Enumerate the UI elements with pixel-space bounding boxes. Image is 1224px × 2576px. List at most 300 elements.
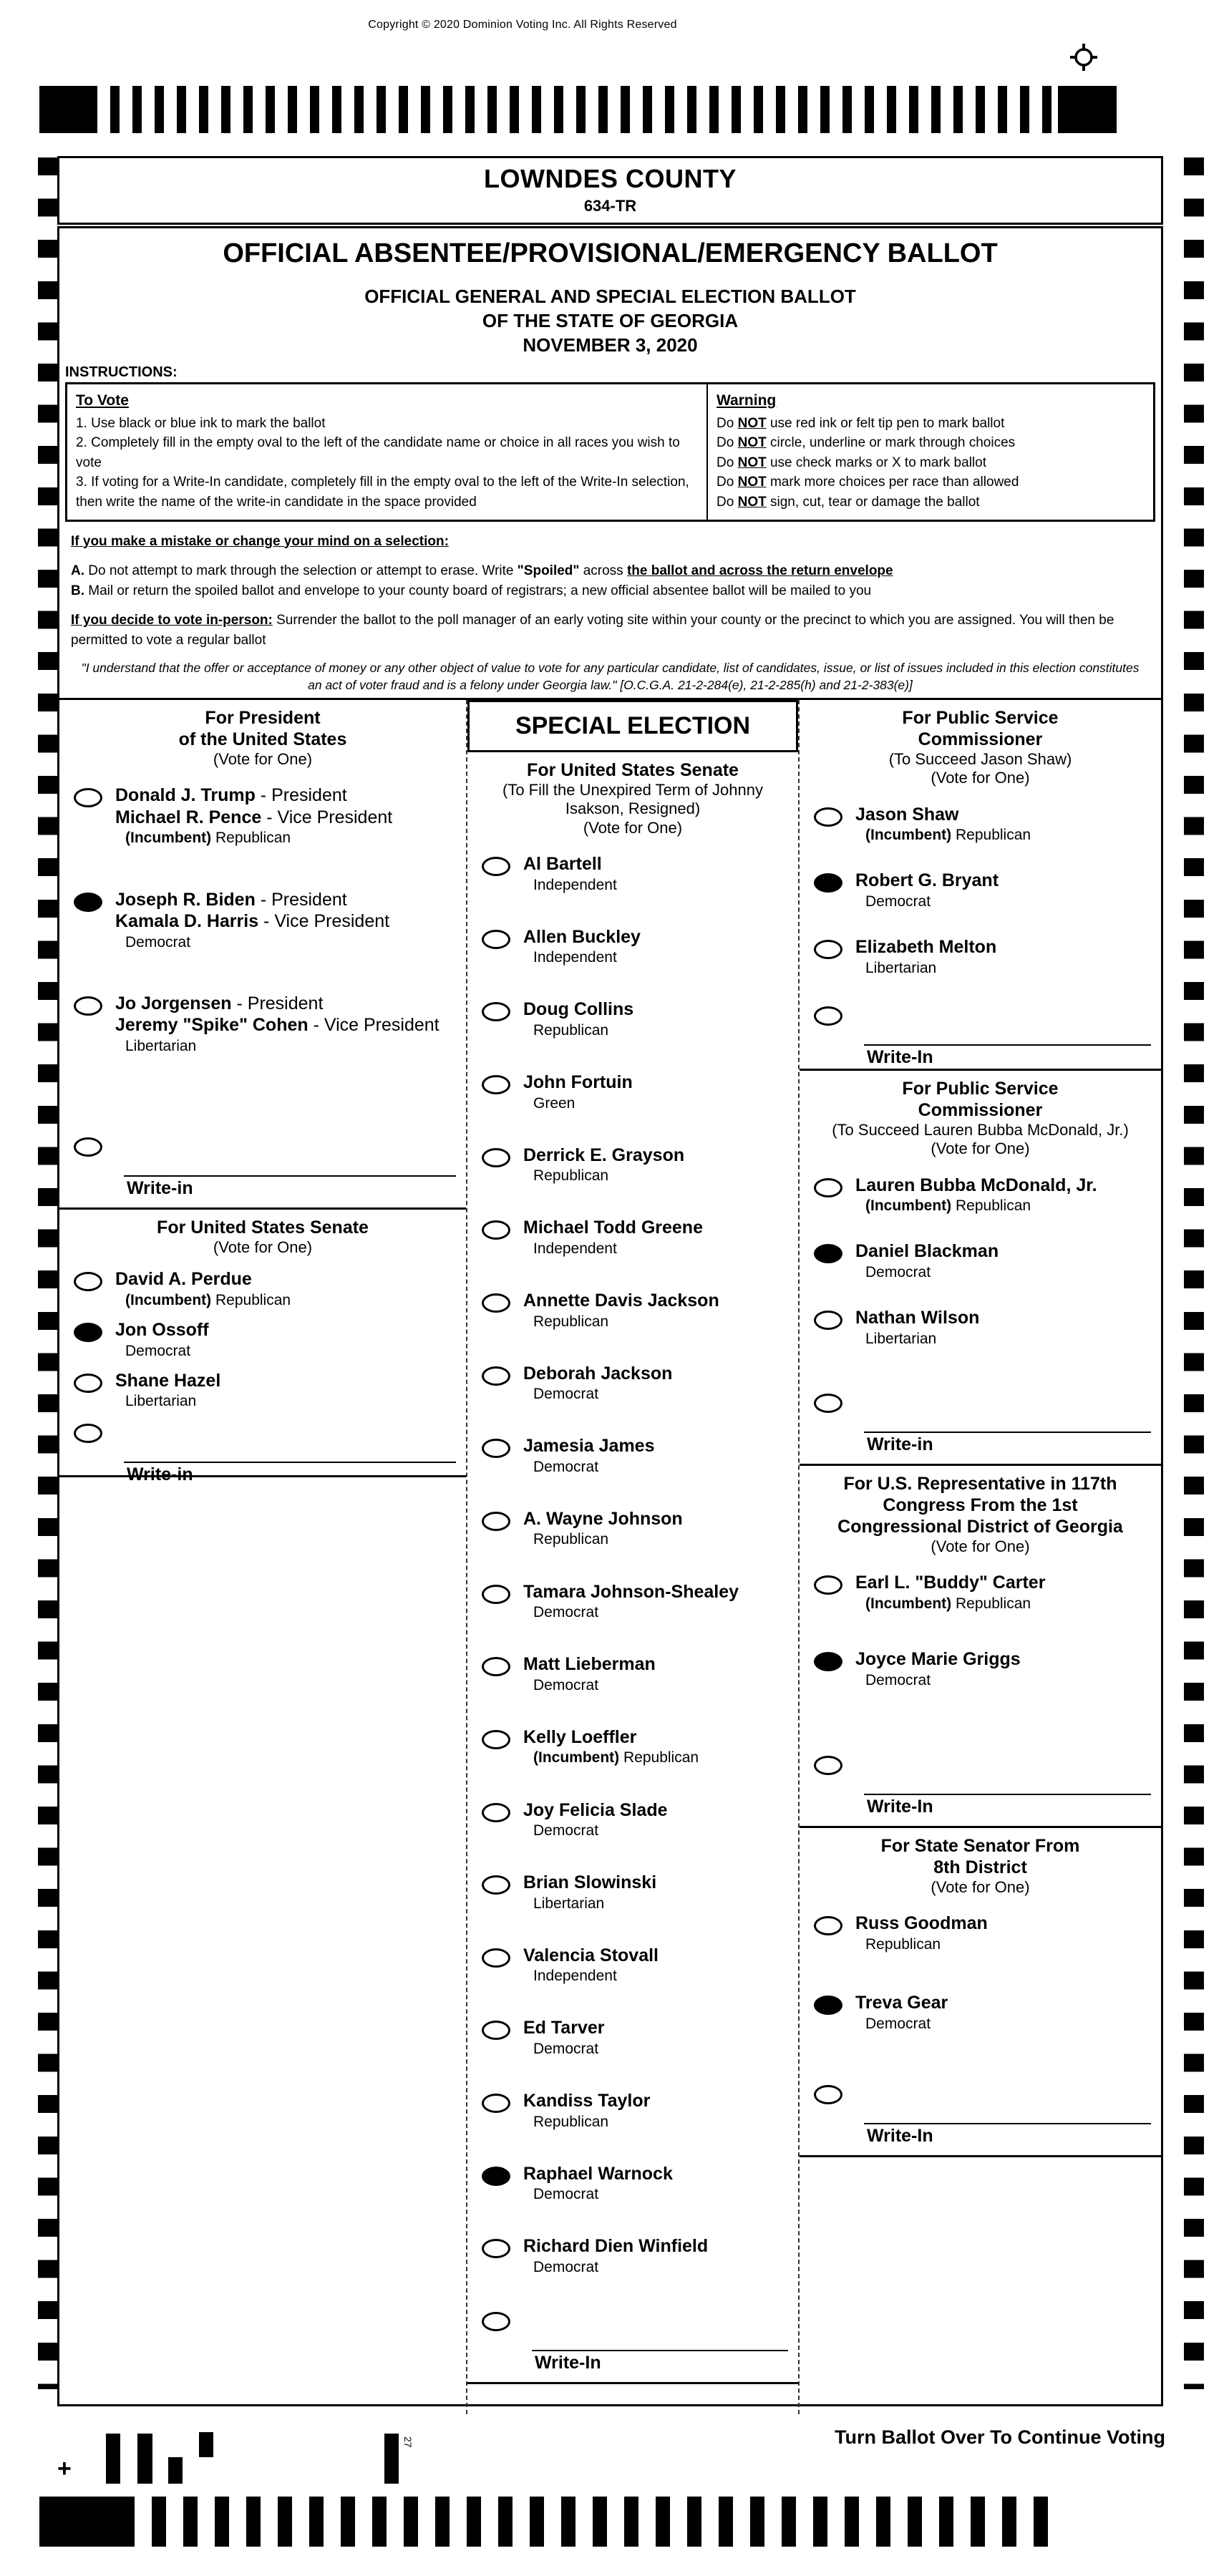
candidate-text: [523, 1726, 699, 1767]
registration-target-icon: [1068, 42, 1099, 77]
candidate-name: Richard Dien Winfield: [523, 2236, 709, 2257]
candidate-party: Republican: [533, 1313, 609, 1330]
write-in-line-sen8[interactable]: [864, 2123, 1151, 2124]
candidate-text: [523, 1653, 656, 1694]
candidate-text: [115, 1370, 220, 1411]
candidate-name: Jon Ossoff: [115, 1320, 209, 1341]
write-in-oval-psc2[interactable]: [814, 1394, 842, 1413]
ballot-oval-filled-jon-ossoff[interactable]: [74, 1323, 102, 1342]
candidate-row-jon-ossoff: [59, 1319, 466, 1360]
candidate-party: Independent: [533, 1240, 617, 1257]
empty-area: [467, 2384, 798, 2414]
candidate-party: Democrat: [533, 1604, 599, 1621]
race-president: [59, 700, 466, 1210]
candidate-text: [855, 1992, 948, 2033]
county-header-box: [57, 156, 1163, 225]
candidate-list: [800, 804, 1161, 1003]
race-title-line: Commissioner: [918, 729, 1043, 749]
race-psc2: [800, 1071, 1161, 1466]
race-title-line: For United States Senate: [157, 1217, 369, 1238]
copyright-line: Copyright © 2020 Dominion Voting Inc. All Rights Reserved: [368, 19, 677, 31]
ballot-oval-filled-daniel-blackman[interactable]: [814, 1244, 842, 1263]
county-name: LOWNDES COUNTY: [484, 164, 737, 193]
ballot-oval-al-bartell[interactable]: [482, 857, 510, 876]
race-subtitle-line: (To Fill the Unexpired Term of Johnny: [502, 781, 763, 799]
candidate-row-brian-slowinski: [467, 1872, 798, 1912]
candidate-row-joseph-r-biden: [59, 889, 466, 951]
candidate-row-robert-g-bryant: [800, 870, 1161, 910]
race-title-line: Congress From the 1st: [883, 1495, 1078, 1515]
candidate-party: Republican: [533, 1021, 609, 1039]
candidate-name: Al Bartell: [523, 854, 602, 875]
candidate-party: Democrat: [865, 893, 931, 910]
candidate-party: (Incumbent) Republican: [125, 830, 291, 847]
ballot-oval-brian-slowinski[interactable]: [482, 1875, 510, 1895]
candidate-party: Republican: [533, 1531, 609, 1548]
candidate-text: [523, 2090, 650, 2131]
race-title-line: Congressional District of Georgia: [837, 1517, 1123, 1537]
candidate-row-john-fortuin: [467, 1071, 798, 1112]
race-header-special: [467, 757, 798, 837]
ballot-oval-john-fortuin[interactable]: [482, 1075, 510, 1094]
ballot-oval-filled-raphael-warnock[interactable]: [482, 2167, 510, 2186]
timing-marks-bottom: [39, 2497, 1059, 2547]
turn-ballot-over-text: Turn Ballot Over To Continue Voting: [835, 2426, 1165, 2448]
mistake-line-a: A. Do not attempt to mark through the selection or attempt to erase. Write "Spoiled" across the ballot and across the return envelope: [71, 563, 893, 579]
candidate-name: Russ Goodman: [855, 1913, 988, 1934]
candidate-party: Independent: [533, 1968, 617, 1985]
ballot-oval-kandiss-taylor[interactable]: [482, 2094, 510, 2113]
race-usrep: [800, 1466, 1161, 1828]
candidate-text: [115, 1268, 291, 1309]
candidate-text: [523, 1435, 654, 1476]
race-title-line: For U.S. Representative in 117th: [843, 1474, 1117, 1494]
write-in-line-special[interactable]: [532, 2350, 788, 2351]
candidate-party: Democrat: [865, 1263, 931, 1280]
ballot-body-box: [57, 226, 1163, 2406]
candidate-party: Libertarian: [865, 959, 937, 976]
candidate-row-joy-felicia-slade: [467, 1799, 798, 1840]
ballot-preamble: [59, 238, 1161, 698]
timing-marks-right: [1184, 157, 1204, 2389]
candidate-text: [523, 1945, 659, 1986]
candidate-row-elizabeth-melton: [800, 936, 1161, 977]
candidate-name: Raphael Warnock: [523, 2163, 673, 2184]
candidate-name: Joyce Marie Griggs: [855, 1649, 1021, 1670]
race-subtitle-line: (To Succeed Lauren Bubba McDonald, Jr.): [832, 1121, 1129, 1139]
ballot-oval-allen-buckley[interactable]: [482, 930, 510, 949]
ballot-id-barcode: [57, 2431, 444, 2488]
ballot-oval-doug-collins[interactable]: [482, 1002, 510, 1021]
warning-cell: [708, 384, 1153, 519]
ballot-column-col3: [800, 700, 1161, 2414]
ballot-oval-annette-davis-jackson[interactable]: [482, 1293, 510, 1313]
empty-area: [800, 2157, 1161, 2414]
sheet-number: 27: [402, 2436, 414, 2448]
ballot-oval-jamesia-james[interactable]: [482, 1439, 510, 1458]
race-special: [467, 752, 798, 2384]
ballot-oval-david-a-perdue[interactable]: [74, 1272, 102, 1291]
candidate-text: [523, 1799, 668, 1840]
warning-heading: Warning: [717, 392, 777, 409]
candidate-party: Democrat: [865, 2015, 931, 2032]
candidate-text: [523, 853, 617, 894]
candidate-row-joyce-marie-griggs: [800, 1648, 1161, 1689]
ballot-oval-ed-tarver[interactable]: [482, 2021, 510, 2040]
candidate-name: Shane Hazel: [115, 1370, 221, 1391]
candidate-row-valencia-stovall: [467, 1945, 798, 1986]
write-in-line-psc2[interactable]: [864, 1432, 1151, 1433]
ballot-oval-deborah-jackson[interactable]: [482, 1366, 510, 1386]
candidate-list: [800, 1175, 1161, 1374]
candidate-text: [855, 1307, 979, 1348]
candidate-party: Green: [533, 1094, 575, 1112]
mistake-line-b: B. Mail or return the spoiled ballot and envelope to your county board of registrars; a new official absentee ballot will be mailed to you: [71, 583, 872, 598]
race-title-line: Commissioner: [918, 1100, 1043, 1120]
write-in-oval-special[interactable]: [482, 2312, 510, 2331]
candidate-text: [523, 1071, 633, 1112]
candidate-party: Democrat: [125, 1342, 191, 1359]
vote-for-instruction: (Vote for One): [931, 1878, 1030, 1896]
ballot-column-col1: [59, 700, 467, 2414]
write-in-block-sen8: [800, 2081, 1161, 2155]
candidate-text: [855, 1572, 1045, 1613]
write-in-label: Write-In: [867, 2126, 933, 2146]
write-in-line-ussenate[interactable]: [124, 1462, 456, 1463]
candidate-name: Treva Gear: [855, 1993, 948, 2013]
write-in-block-usrep: [800, 1752, 1161, 1826]
candidate-row-deborah-jackson: [467, 1363, 798, 1404]
warning-item: Do NOT use red ink or felt tip pen to mark ballot: [717, 415, 1005, 431]
race-title-line: For Public Service: [902, 1079, 1059, 1099]
candidate-text: [523, 1581, 739, 1622]
ballot-oval-filled-treva-gear[interactable]: [814, 1996, 842, 2015]
election-date: NOVEMBER 3, 2020: [523, 334, 698, 356]
candidate-party: Democrat: [533, 2040, 599, 2057]
candidate-party: Democrat: [533, 2186, 599, 2203]
write-in-label: Write-In: [867, 1797, 933, 1817]
candidate-row-daniel-blackman: [800, 1240, 1161, 1281]
candidate-text: [523, 1144, 684, 1185]
candidate-name: Jason Shaw: [855, 804, 959, 825]
precinct-code: 634-TR: [583, 197, 637, 215]
warning-item: Do NOT use check marks or X to mark ballot: [717, 455, 986, 470]
candidate-party: Democrat: [533, 1676, 599, 1693]
race-title-line: For President: [205, 708, 321, 728]
special-election-banner: SPECIAL ELECTION: [467, 700, 798, 752]
write-in-block-president: [59, 1134, 466, 1207]
ballot-subtitle-2: OF THE STATE OF GEORGIA: [482, 309, 739, 331]
ballot-oval-donald-j-trump[interactable]: [74, 788, 102, 807]
to-vote-items: [76, 414, 698, 512]
candidate-row-jason-shaw: [800, 804, 1161, 845]
vote-for-instruction: (Vote for One): [213, 750, 313, 768]
ballot-oval-filled-robert-g-bryant[interactable]: [814, 873, 842, 893]
candidate-row-donald-j-trump: [59, 784, 466, 847]
candidate-text: [855, 870, 999, 910]
ballot-oval-jason-shaw[interactable]: [814, 807, 842, 827]
candidate-party: Republican: [865, 1935, 941, 1953]
candidate-name: Joseph R. Biden - President: [115, 889, 347, 910]
candidate-name: Joy Felicia Slade: [523, 1799, 668, 1820]
candidate-row-kelly-loeffler: [467, 1726, 798, 1767]
candidate-party: Democrat: [125, 933, 191, 951]
ballot-oval-filled-joyce-marie-griggs[interactable]: [814, 1652, 842, 1671]
candidate-text: [523, 2017, 604, 2058]
candidate-name: Nathan Wilson: [855, 1308, 980, 1328]
candidate-row-allen-buckley: [467, 926, 798, 967]
empty-area: [59, 1477, 466, 2414]
candidate-text: [523, 2163, 673, 2204]
candidate-party: Democrat: [533, 2258, 599, 2275]
instructions-label: INSTRUCTIONS:: [65, 364, 178, 381]
warning-item: Do NOT sign, cut, tear or damage the ballot: [717, 495, 980, 510]
to-vote-cell: [67, 384, 708, 519]
to-vote-item: 3. If voting for a Write-In candidate, completely fill in the empty oval to the left of the Write-In selection, then write the name of the write-in candidate in the space provided: [76, 475, 689, 510]
write-in-block-special: [467, 2308, 798, 2382]
race-header-psc2: [800, 1075, 1161, 1159]
race-title-line: 8th District: [933, 1857, 1027, 1877]
candidate-name: Daniel Blackman: [855, 1241, 999, 1262]
vote-for-instruction: (Vote for One): [931, 1537, 1030, 1555]
candidate-party: (Incumbent) Republican: [865, 827, 1031, 844]
candidate-party: Democrat: [533, 1386, 599, 1403]
ballot-oval-matt-lieberman[interactable]: [482, 1657, 510, 1676]
candidate-list: [800, 1912, 1161, 2071]
fraud-notice: "I understand that the offer or acceptance of money or any other object of value to vote for any particular candidate, list of candidates, issue, or list of issues included in this election constitutes an act of voter fraud and is a felony under Georgia law." [O.C.G.A. 21-2-284(e), 21-2-285(h) and 21-2-383(e)]: [81, 661, 1140, 692]
candidate-party: Libertarian: [533, 1895, 605, 1912]
candidate-name: Earl L. "Buddy" Carter: [855, 1573, 1046, 1593]
candidate-text: [855, 1648, 1021, 1689]
to-vote-item: 1. Use black or blue ink to mark the ballot: [76, 415, 326, 431]
race-ussenate: [59, 1210, 466, 1485]
vote-for-instruction: (Vote for One): [583, 818, 683, 837]
race-sen8: [800, 1828, 1161, 2157]
candidate-party: Independent: [533, 876, 617, 893]
candidate-name: Matt Lieberman: [523, 1654, 656, 1675]
candidate-row-raphael-warnock: [467, 2163, 798, 2204]
plus-alignment-mark: +: [57, 2455, 72, 2482]
candidate-row-kandiss-taylor: [467, 2090, 798, 2131]
candidate-name: Jo Jorgensen - President: [115, 993, 324, 1014]
vote-in-person-text: If you decide to vote in-person: Surrender the ballot to the poll manager of an early voting site within your county or the precinct to which you are assigned. You will then be permitted to vote a regular ballot: [71, 613, 1114, 648]
race-title-line: For United States Senate: [527, 760, 739, 780]
candidate-text: [523, 998, 633, 1039]
write-in-oval-usrep[interactable]: [814, 1756, 842, 1775]
candidate-list: [800, 1572, 1161, 1724]
candidate-name: Ed Tarver: [523, 2018, 605, 2038]
candidate-party: (Incumbent) Republican: [533, 1749, 699, 1766]
candidate-name: Kandiss Taylor: [523, 2091, 651, 2111]
ballot-oval-a-wayne-johnson[interactable]: [482, 1512, 510, 1531]
ballot-oval-filled-joseph-r-biden[interactable]: [74, 893, 102, 912]
ballot-oval-kelly-loeffler[interactable]: [482, 1730, 510, 1749]
candidate-name: Deborah Jackson: [523, 1363, 673, 1384]
candidate-text: [855, 1175, 1097, 1215]
candidate-name: Kamala D. Harris - Vice President: [115, 911, 390, 932]
race-title-line: For State Senator From: [880, 1836, 1080, 1856]
candidate-party: (Incumbent) Republican: [865, 1197, 1031, 1215]
ballot-oval-michael-todd-greene[interactable]: [482, 1220, 510, 1240]
candidate-row-tamara-johnson-shealey: [467, 1581, 798, 1622]
candidate-name: Kelly Loeffler: [523, 1726, 637, 1747]
instructions-box: [65, 382, 1155, 521]
write-in-oval-psc1[interactable]: [814, 1006, 842, 1026]
ballot-subtitle-1: OFFICIAL GENERAL AND SPECIAL ELECTION BALLOT: [364, 286, 856, 307]
warning-item: Do NOT mark more choices per race than allowed: [717, 475, 1019, 490]
timing-marks-top: [39, 86, 1117, 133]
candidate-text: [523, 926, 641, 967]
vote-for-instruction: (Vote for One): [213, 1238, 313, 1256]
write-in-label: Write-in: [127, 1178, 193, 1198]
ballot-oval-shane-hazel[interactable]: [74, 1374, 102, 1393]
candidate-list: [59, 1268, 466, 1420]
ballot-oval-valencia-stovall[interactable]: [482, 1948, 510, 1968]
candidate-name: Michael Todd Greene: [523, 1217, 703, 1238]
write-in-oval-sen8[interactable]: [814, 2085, 842, 2104]
candidate-row-doug-collins: [467, 998, 798, 1039]
candidate-party: (Incumbent) Republican: [865, 1595, 1031, 1612]
ballot-oval-earl-l-buddy-carter[interactable]: [814, 1575, 842, 1595]
warning-items: [717, 414, 1145, 512]
candidate-text: [115, 889, 389, 951]
candidate-party: Libertarian: [125, 1037, 197, 1054]
candidate-row-russ-goodman: [800, 1912, 1161, 1953]
race-title-line: of the United States: [178, 729, 347, 749]
candidate-text: [115, 1319, 209, 1360]
candidate-row-ed-tarver: [467, 2017, 798, 2058]
candidate-party: Independent: [533, 949, 617, 966]
candidate-party: Democrat: [533, 1458, 599, 1475]
candidate-name: Donald J. Trump - President: [115, 785, 347, 806]
candidate-name: A. Wayne Johnson: [523, 1508, 683, 1529]
candidate-name: Doug Collins: [523, 999, 634, 1020]
vote-for-instruction: (Vote for One): [931, 1139, 1030, 1158]
races-area: [59, 698, 1161, 2414]
candidate-text: [855, 936, 996, 977]
ballot-oval-richard-dien-winfield[interactable]: [482, 2239, 510, 2258]
candidate-name: Allen Buckley: [523, 926, 641, 947]
ballot-column-col2: [467, 700, 800, 2414]
candidate-text: [523, 1217, 703, 1258]
race-header-usrep: [800, 1470, 1161, 1556]
candidate-party: Democrat: [533, 1822, 599, 1839]
candidate-party: Republican: [533, 1167, 609, 1185]
ballot-title: OFFICIAL ABSENTEE/PROVISIONAL/EMERGENCY BALLOT: [223, 238, 998, 268]
race-title-line: For Public Service: [902, 708, 1059, 728]
candidate-name: Valencia Stovall: [523, 1945, 659, 1965]
candidate-name: Jamesia James: [523, 1436, 655, 1457]
candidate-name: Elizabeth Melton: [855, 937, 997, 958]
ballot-oval-tamara-johnson-shealey[interactable]: [482, 1585, 510, 1604]
mistake-section: [59, 522, 1161, 694]
warning-item: Do NOT circle, underline or mark through choices: [717, 435, 1016, 451]
ballot-oval-nathan-wilson[interactable]: [814, 1311, 842, 1330]
to-vote-item: 2. Completely fill in the empty oval to the left of the candidate name or choice in all races you wish to vote: [76, 435, 680, 470]
candidate-party: Libertarian: [865, 1330, 937, 1347]
candidate-text: [115, 784, 392, 847]
candidate-row-derrick-e-grayson: [467, 1144, 798, 1185]
candidate-row-al-bartell: [467, 853, 798, 894]
vote-for-instruction: (Vote for One): [931, 769, 1030, 787]
timing-marks-left: [38, 157, 58, 2389]
candidate-row-lauren-bubba-mcdonald-jr: [800, 1175, 1161, 1215]
candidate-text: [523, 1290, 719, 1331]
write-in-label: Write-In: [535, 2352, 601, 2373]
candidate-row-treva-gear: [800, 1992, 1161, 2033]
race-header-psc1: [800, 704, 1161, 788]
candidate-row-a-wayne-johnson: [467, 1508, 798, 1549]
candidate-row-richard-dien-winfield: [467, 2235, 798, 2276]
write-in-block-psc1: [800, 1003, 1161, 1076]
candidate-name: Robert G. Bryant: [855, 870, 999, 891]
candidate-party: Republican: [533, 2113, 609, 2130]
race-subtitle-line: (To Succeed Jason Shaw): [888, 750, 1072, 768]
candidate-row-jo-jorgensen: [59, 993, 466, 1055]
candidate-row-jamesia-james: [467, 1435, 798, 1476]
race-header-sen8: [800, 1832, 1161, 1897]
write-in-line-president[interactable]: [124, 1175, 456, 1177]
candidate-name: Michael R. Pence - Vice President: [115, 807, 393, 827]
ballot-oval-derrick-e-grayson[interactable]: [482, 1148, 510, 1167]
candidate-name: Jeremy "Spike" Cohen - Vice President: [115, 1015, 439, 1036]
candidate-list: [467, 853, 798, 2308]
candidate-row-nathan-wilson: [800, 1307, 1161, 1348]
ballot-oval-joy-felicia-slade[interactable]: [482, 1803, 510, 1822]
to-vote-heading: To Vote: [76, 392, 129, 409]
candidate-name: John Fortuin: [523, 1072, 633, 1093]
write-in-block-psc2: [800, 1390, 1161, 1464]
candidate-name: Annette Davis Jackson: [523, 1291, 719, 1311]
candidate-text: [115, 993, 439, 1055]
write-in-label: Write-in: [127, 1464, 193, 1485]
ballot-oval-lauren-bubba-mcdonald-jr[interactable]: [814, 1178, 842, 1197]
candidate-name: Lauren Bubba McDonald, Jr.: [855, 1175, 1097, 1195]
write-in-line-psc1[interactable]: [864, 1044, 1151, 1046]
mistake-heading: If you make a mistake or change your mind on a selection:: [71, 533, 449, 549]
ballot-oval-jo-jorgensen[interactable]: [74, 996, 102, 1016]
candidate-row-earl-l-buddy-carter: [800, 1572, 1161, 1613]
candidate-row-matt-lieberman: [467, 1653, 798, 1694]
candidate-name: David A. Perdue: [115, 1269, 252, 1290]
write-in-label: Write-In: [867, 1046, 933, 1067]
candidate-party: Libertarian: [125, 1393, 197, 1410]
candidate-name: Derrick E. Grayson: [523, 1144, 685, 1165]
race-header-ussenate: [59, 1214, 466, 1257]
candidate-text: [523, 1872, 656, 1912]
race-subtitle-line: Isakson, Resigned): [565, 799, 701, 818]
candidate-party: Democrat: [865, 1671, 931, 1688]
write-in-oval-president[interactable]: [74, 1137, 102, 1157]
candidate-text: [855, 804, 1031, 845]
ballot-oval-russ-goodman[interactable]: [814, 1916, 842, 1935]
write-in-oval-ussenate[interactable]: [74, 1424, 102, 1443]
candidate-row-david-a-perdue: [59, 1268, 466, 1309]
write-in-line-usrep[interactable]: [864, 1794, 1151, 1795]
candidate-name: Tamara Johnson-Shealey: [523, 1581, 739, 1602]
candidate-text: [523, 2235, 708, 2276]
write-in-label: Write-in: [867, 1434, 933, 1454]
candidate-row-shane-hazel: [59, 1370, 466, 1411]
candidate-row-michael-todd-greene: [467, 1217, 798, 1258]
race-header-president: [59, 704, 466, 769]
candidate-row-annette-davis-jackson: [467, 1290, 798, 1331]
candidate-text: [523, 1363, 672, 1404]
candidate-name: Brian Slowinski: [523, 1872, 657, 1893]
candidate-party: (Incumbent) Republican: [125, 1291, 291, 1308]
ballot-oval-elizabeth-melton[interactable]: [814, 940, 842, 959]
candidate-list: [59, 784, 466, 1096]
